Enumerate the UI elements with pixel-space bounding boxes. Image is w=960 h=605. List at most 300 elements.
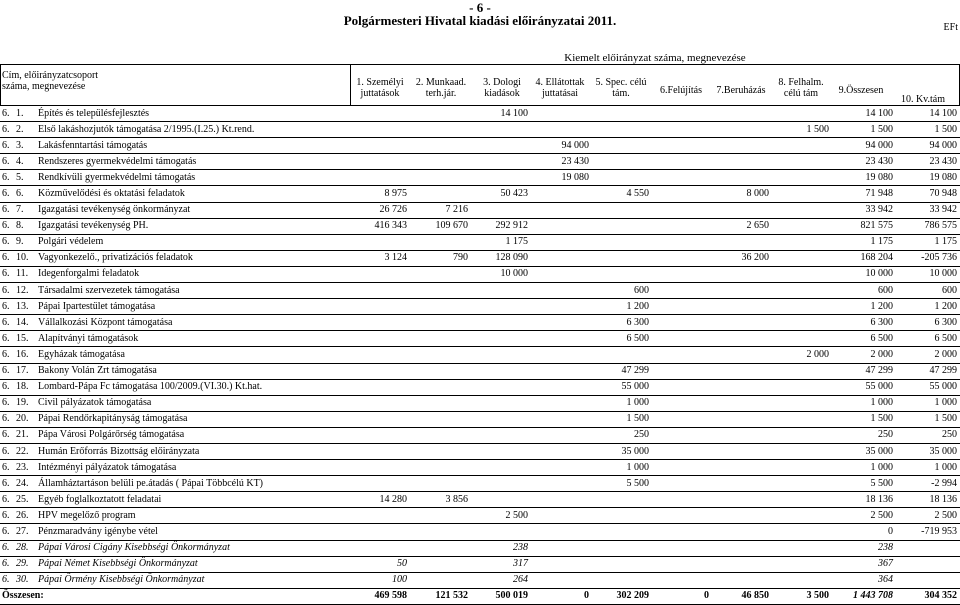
table-row bbox=[0, 234, 960, 250]
row-name: Idegenforgalmi feladatok bbox=[36, 266, 350, 282]
group-number: 25. bbox=[16, 492, 36, 508]
cell-col-7 bbox=[712, 556, 772, 572]
row-name: Társadalmi szervezetek támogatása bbox=[36, 283, 350, 299]
cell-col-9: 5 500 bbox=[832, 476, 896, 492]
cell-col-1 bbox=[350, 540, 410, 556]
group-number: 10. bbox=[16, 250, 36, 266]
table-row bbox=[0, 572, 960, 588]
cell-col-1: 3 124 bbox=[350, 250, 410, 266]
cell-col-4 bbox=[531, 443, 592, 459]
cell-col-9: 2 500 bbox=[832, 508, 896, 524]
cell-col-8 bbox=[772, 411, 832, 427]
cell-col-6 bbox=[652, 395, 712, 411]
cell-col-5: 4 550 bbox=[592, 186, 652, 202]
cell-col-3 bbox=[471, 331, 531, 347]
row-name: Rendkívüli gyermekvédelmi támogatás bbox=[36, 170, 350, 186]
row-name: Intézményi pályázatok támogatása bbox=[36, 460, 350, 476]
cell-col-10: 1 000 bbox=[896, 395, 960, 411]
cell-col-8 bbox=[772, 250, 832, 266]
cell-col-6 bbox=[652, 427, 712, 443]
cell-col-10: 2 000 bbox=[896, 347, 960, 363]
cell-col-7 bbox=[712, 395, 772, 411]
cell-col-9: 19 080 bbox=[832, 170, 896, 186]
group-number: 4. bbox=[16, 154, 36, 170]
table-row bbox=[0, 170, 960, 186]
cell-col-1 bbox=[350, 170, 410, 186]
group-number: 24. bbox=[16, 476, 36, 492]
header-col-9: 9.Összesen bbox=[838, 85, 884, 96]
row-name: Építés és településfejlesztés bbox=[36, 106, 350, 122]
title-number: 6. bbox=[0, 186, 16, 202]
cell-col-3 bbox=[471, 476, 531, 492]
cell-col-8 bbox=[772, 106, 832, 122]
title-number: 6. bbox=[0, 492, 16, 508]
total-col-8: 3 500 bbox=[772, 588, 832, 604]
cell-col-7: 36 200 bbox=[712, 250, 772, 266]
cell-col-9: 33 942 bbox=[832, 202, 896, 218]
cell-col-7 bbox=[712, 363, 772, 379]
row-name: Bakony Volán Zrt támogatása bbox=[36, 363, 350, 379]
row-name: Humán Erőforrás Bizottság előirányzata bbox=[36, 443, 350, 459]
cell-col-10: 1 500 bbox=[896, 122, 960, 138]
table-row bbox=[0, 492, 960, 508]
cell-col-7 bbox=[712, 234, 772, 250]
cell-col-6 bbox=[652, 524, 712, 540]
cell-col-5 bbox=[592, 218, 652, 234]
row-name: Pápai Városi Cigány Kisebbségi Önkormányzat bbox=[36, 540, 350, 556]
cell-col-2 bbox=[410, 379, 471, 395]
cell-col-3: 292 912 bbox=[471, 218, 531, 234]
cell-col-7: 8 000 bbox=[712, 186, 772, 202]
cell-col-7 bbox=[712, 170, 772, 186]
cell-col-10: 786 575 bbox=[896, 218, 960, 234]
cell-col-1 bbox=[350, 443, 410, 459]
cell-col-9: 6 300 bbox=[832, 315, 896, 331]
cell-col-5: 35 000 bbox=[592, 443, 652, 459]
group-number: 13. bbox=[16, 299, 36, 315]
cell-col-2 bbox=[410, 266, 471, 282]
row-name: Pápai Örmény Kisebbségi Önkormányzat bbox=[36, 572, 350, 588]
row-name: Pápai Rendőrkapitányság támogatása bbox=[36, 411, 350, 427]
cell-col-2: 3 856 bbox=[410, 492, 471, 508]
cell-col-9: 1 175 bbox=[832, 234, 896, 250]
cell-col-7 bbox=[712, 299, 772, 315]
cell-col-3 bbox=[471, 138, 531, 154]
cell-col-9: 23 430 bbox=[832, 154, 896, 170]
table-row bbox=[0, 138, 960, 154]
header-col-5: 5. Spec. célú tám. bbox=[595, 77, 647, 99]
cell-col-5: 1 000 bbox=[592, 460, 652, 476]
cell-col-3: 14 100 bbox=[471, 106, 531, 122]
cell-col-5 bbox=[592, 347, 652, 363]
cell-col-8: 1 500 bbox=[772, 122, 832, 138]
cell-col-9: 1 500 bbox=[832, 122, 896, 138]
cell-col-4 bbox=[531, 218, 592, 234]
cell-col-6 bbox=[652, 331, 712, 347]
cell-col-9: 6 500 bbox=[832, 331, 896, 347]
total-col-2: 121 532 bbox=[410, 588, 471, 604]
title-number: 6. bbox=[0, 122, 16, 138]
cell-col-10: 10 000 bbox=[896, 266, 960, 282]
cell-col-10: 6 500 bbox=[896, 331, 960, 347]
cell-col-2 bbox=[410, 476, 471, 492]
cell-col-3 bbox=[471, 347, 531, 363]
cell-col-7 bbox=[712, 347, 772, 363]
cell-col-4 bbox=[531, 299, 592, 315]
cell-col-2 bbox=[410, 395, 471, 411]
cell-col-1 bbox=[350, 395, 410, 411]
cell-col-8 bbox=[772, 540, 832, 556]
total-col-9: 1 443 708 bbox=[832, 588, 896, 604]
table-row bbox=[0, 508, 960, 524]
total-col-4: 0 bbox=[531, 588, 592, 604]
cell-col-1: 14 280 bbox=[350, 492, 410, 508]
row-name: Pápai Ipartestület támogatása bbox=[36, 299, 350, 315]
cell-col-8 bbox=[772, 331, 832, 347]
header-top-rule bbox=[0, 64, 960, 65]
title-number: 6. bbox=[0, 106, 16, 122]
row-name: Egyéb foglalkoztatott feladatai bbox=[36, 492, 350, 508]
group-number: 26. bbox=[16, 508, 36, 524]
table-row bbox=[0, 266, 960, 282]
cell-col-10: 1 500 bbox=[896, 411, 960, 427]
table-row bbox=[0, 379, 960, 395]
cell-col-6 bbox=[652, 476, 712, 492]
cell-col-6 bbox=[652, 106, 712, 122]
cell-col-8 bbox=[772, 363, 832, 379]
cell-col-2 bbox=[410, 138, 471, 154]
header-col-8: 8. Felhalm. célú tám bbox=[778, 77, 824, 99]
cell-col-7: 2 650 bbox=[712, 218, 772, 234]
cell-col-6 bbox=[652, 492, 712, 508]
cell-col-3: 238 bbox=[471, 540, 531, 556]
header-col-10: 10. Kv.tám bbox=[900, 94, 946, 105]
title-number: 6. bbox=[0, 266, 16, 282]
cell-col-3 bbox=[471, 492, 531, 508]
cell-col-5: 47 299 bbox=[592, 363, 652, 379]
cell-col-1 bbox=[350, 234, 410, 250]
cell-col-7 bbox=[712, 122, 772, 138]
cell-col-8 bbox=[772, 476, 832, 492]
cell-col-3 bbox=[471, 379, 531, 395]
table-row bbox=[0, 556, 960, 572]
cell-col-7 bbox=[712, 427, 772, 443]
group-number: 7. bbox=[16, 202, 36, 218]
group-number: 3. bbox=[16, 138, 36, 154]
table-row bbox=[0, 186, 960, 202]
cell-col-7 bbox=[712, 331, 772, 347]
unit-label: EFt bbox=[943, 22, 958, 33]
title-number: 6. bbox=[0, 315, 16, 331]
title-number: 6. bbox=[0, 234, 16, 250]
title-number: 6. bbox=[0, 460, 16, 476]
cell-col-8 bbox=[772, 395, 832, 411]
cell-col-5 bbox=[592, 556, 652, 572]
cell-col-1 bbox=[350, 299, 410, 315]
cell-col-6 bbox=[652, 250, 712, 266]
cell-col-5 bbox=[592, 524, 652, 540]
row-name: Lakásfenntartási támogatás bbox=[36, 138, 350, 154]
cell-col-1 bbox=[350, 122, 410, 138]
cell-col-7 bbox=[712, 460, 772, 476]
row-name: Vagyonkezelő., privatizációs feladatok bbox=[36, 250, 350, 266]
cell-col-5: 55 000 bbox=[592, 379, 652, 395]
cell-col-10: -2 994 bbox=[896, 476, 960, 492]
cell-col-6 bbox=[652, 540, 712, 556]
cell-col-8 bbox=[772, 266, 832, 282]
cell-col-9: 238 bbox=[832, 540, 896, 556]
cell-col-10: 33 942 bbox=[896, 202, 960, 218]
title-number: 6. bbox=[0, 202, 16, 218]
row-name: Igazgatási tevékenység önkormányzat bbox=[36, 202, 350, 218]
cell-col-5 bbox=[592, 250, 652, 266]
cell-col-2 bbox=[410, 508, 471, 524]
cell-col-9: 821 575 bbox=[832, 218, 896, 234]
cell-col-4 bbox=[531, 395, 592, 411]
cell-col-10: 23 430 bbox=[896, 154, 960, 170]
row-name: Civil pályázatok támogatása bbox=[36, 395, 350, 411]
table-row bbox=[0, 363, 960, 379]
group-number: 23. bbox=[16, 460, 36, 476]
cell-col-5: 1 000 bbox=[592, 395, 652, 411]
cell-col-8 bbox=[772, 508, 832, 524]
cell-col-2 bbox=[410, 299, 471, 315]
header-group-rule bbox=[350, 64, 351, 105]
cell-col-3: 317 bbox=[471, 556, 531, 572]
row-name: HPV megelőző program bbox=[36, 508, 350, 524]
cell-col-6 bbox=[652, 572, 712, 588]
cell-col-1 bbox=[350, 154, 410, 170]
row-name: Vállalkozási Központ támogatása bbox=[36, 315, 350, 331]
cell-col-5 bbox=[592, 170, 652, 186]
cell-col-2: 790 bbox=[410, 250, 471, 266]
table-row bbox=[0, 427, 960, 443]
row-name: Alapítványi támogatások bbox=[36, 331, 350, 347]
cell-col-5 bbox=[592, 492, 652, 508]
cell-col-1: 100 bbox=[350, 572, 410, 588]
cell-col-7 bbox=[712, 379, 772, 395]
title-number: 6. bbox=[0, 250, 16, 266]
cell-col-7 bbox=[712, 106, 772, 122]
cell-col-4: 94 000 bbox=[531, 138, 592, 154]
cell-col-9: 35 000 bbox=[832, 443, 896, 459]
cell-col-3: 128 090 bbox=[471, 250, 531, 266]
table-row bbox=[0, 154, 960, 170]
cell-col-8 bbox=[772, 492, 832, 508]
document-title: Polgármesteri Hivatal kiadási előirányzatai 2011. bbox=[343, 13, 617, 28]
row-name: Pápa Városi Polgárőrség támogatása bbox=[36, 427, 350, 443]
cell-col-9: 47 299 bbox=[832, 363, 896, 379]
cell-col-5 bbox=[592, 572, 652, 588]
cell-col-2: 109 670 bbox=[410, 218, 471, 234]
cell-col-4: 23 430 bbox=[531, 154, 592, 170]
cell-col-8 bbox=[772, 138, 832, 154]
cell-col-10: 19 080 bbox=[896, 170, 960, 186]
cell-col-4 bbox=[531, 186, 592, 202]
group-number: 5. bbox=[16, 170, 36, 186]
cell-col-5 bbox=[592, 122, 652, 138]
title-number: 6. bbox=[0, 331, 16, 347]
cell-col-2 bbox=[410, 315, 471, 331]
cell-col-9: 71 948 bbox=[832, 186, 896, 202]
group-number: 11. bbox=[16, 266, 36, 282]
cell-col-9: 18 136 bbox=[832, 492, 896, 508]
cell-col-4 bbox=[531, 283, 592, 299]
table-row bbox=[0, 395, 960, 411]
cell-col-4 bbox=[531, 492, 592, 508]
table-row bbox=[0, 331, 960, 347]
cell-col-5 bbox=[592, 266, 652, 282]
cell-col-8 bbox=[772, 283, 832, 299]
cell-col-7 bbox=[712, 283, 772, 299]
title-number: 6. bbox=[0, 524, 16, 540]
row-name: Közművelődési és oktatási feladatok bbox=[36, 186, 350, 202]
title-number: 6. bbox=[0, 556, 16, 572]
cell-col-5 bbox=[592, 154, 652, 170]
title-number: 6. bbox=[0, 363, 16, 379]
cell-col-6 bbox=[652, 122, 712, 138]
appropriations-table bbox=[0, 105, 960, 605]
total-col-1: 469 598 bbox=[350, 588, 410, 604]
cell-col-8 bbox=[772, 218, 832, 234]
cell-col-3 bbox=[471, 154, 531, 170]
cell-col-1 bbox=[350, 331, 410, 347]
cell-col-4 bbox=[531, 411, 592, 427]
cell-col-8 bbox=[772, 154, 832, 170]
cell-col-1 bbox=[350, 283, 410, 299]
cell-col-10 bbox=[896, 540, 960, 556]
cell-col-4 bbox=[531, 460, 592, 476]
title-number: 6. bbox=[0, 540, 16, 556]
group-number: 16. bbox=[16, 347, 36, 363]
cell-col-7 bbox=[712, 266, 772, 282]
title-number: 6. bbox=[0, 299, 16, 315]
group-number: 12. bbox=[16, 283, 36, 299]
header-col-2: 2. Munkaad. terh.jár. bbox=[415, 77, 467, 99]
total-col-3: 500 019 bbox=[471, 588, 531, 604]
cell-col-4 bbox=[531, 363, 592, 379]
cell-col-9: 14 100 bbox=[832, 106, 896, 122]
cell-col-2 bbox=[410, 283, 471, 299]
cell-col-10: 18 136 bbox=[896, 492, 960, 508]
title-number: 6. bbox=[0, 347, 16, 363]
table-row bbox=[0, 411, 960, 427]
group-number: 8. bbox=[16, 218, 36, 234]
title-number: 6. bbox=[0, 170, 16, 186]
cell-col-10: 1 000 bbox=[896, 460, 960, 476]
title-number: 6. bbox=[0, 411, 16, 427]
cell-col-1 bbox=[350, 266, 410, 282]
group-number: 29. bbox=[16, 556, 36, 572]
cell-col-5: 5 500 bbox=[592, 476, 652, 492]
group-number: 27. bbox=[16, 524, 36, 540]
cell-col-5: 1 500 bbox=[592, 411, 652, 427]
cell-col-10: 35 000 bbox=[896, 443, 960, 459]
cell-col-3 bbox=[471, 427, 531, 443]
cell-col-4 bbox=[531, 508, 592, 524]
cell-col-4 bbox=[531, 122, 592, 138]
cell-col-6 bbox=[652, 186, 712, 202]
cell-col-2 bbox=[410, 443, 471, 459]
cell-col-9: 1 000 bbox=[832, 460, 896, 476]
cell-col-7 bbox=[712, 443, 772, 459]
cell-col-2 bbox=[410, 347, 471, 363]
title-number: 6. bbox=[0, 138, 16, 154]
cell-col-8 bbox=[772, 427, 832, 443]
title-number: 6. bbox=[0, 572, 16, 588]
cell-col-9: 367 bbox=[832, 556, 896, 572]
cell-col-5 bbox=[592, 202, 652, 218]
group-number: 9. bbox=[16, 234, 36, 250]
cell-col-4 bbox=[531, 556, 592, 572]
group-number: 15. bbox=[16, 331, 36, 347]
cell-col-6 bbox=[652, 283, 712, 299]
cell-col-4 bbox=[531, 266, 592, 282]
cell-col-3: 1 175 bbox=[471, 234, 531, 250]
cell-col-8 bbox=[772, 234, 832, 250]
title-number: 6. bbox=[0, 476, 16, 492]
title-number: 6. bbox=[0, 508, 16, 524]
cell-col-9: 2 000 bbox=[832, 347, 896, 363]
header-left-border bbox=[0, 64, 1, 105]
cell-col-3 bbox=[471, 460, 531, 476]
cell-col-1 bbox=[350, 138, 410, 154]
cell-col-9: 10 000 bbox=[832, 266, 896, 282]
cell-col-10: -205 736 bbox=[896, 250, 960, 266]
cell-col-10 bbox=[896, 572, 960, 588]
cell-col-10: 14 100 bbox=[896, 106, 960, 122]
cell-col-4 bbox=[531, 427, 592, 443]
cell-col-1 bbox=[350, 524, 410, 540]
table-row bbox=[0, 202, 960, 218]
total-col-6: 0 bbox=[652, 588, 712, 604]
cell-col-8 bbox=[772, 170, 832, 186]
cell-col-3: 10 000 bbox=[471, 266, 531, 282]
cell-col-6 bbox=[652, 234, 712, 250]
cell-col-6 bbox=[652, 202, 712, 218]
row-name: Lombard-Pápa Fc támogatása 100/2009.(VI.30.) Kt.hat. bbox=[36, 379, 350, 395]
cell-col-2 bbox=[410, 556, 471, 572]
cell-col-3 bbox=[471, 363, 531, 379]
cell-col-8 bbox=[772, 572, 832, 588]
group-number: 22. bbox=[16, 443, 36, 459]
cell-col-6 bbox=[652, 138, 712, 154]
cell-col-1 bbox=[350, 508, 410, 524]
group-number: 20. bbox=[16, 411, 36, 427]
cell-col-1 bbox=[350, 106, 410, 122]
cell-col-6 bbox=[652, 266, 712, 282]
cell-col-6 bbox=[652, 154, 712, 170]
group-number: 17. bbox=[16, 363, 36, 379]
cell-col-3 bbox=[471, 524, 531, 540]
cell-col-1 bbox=[350, 363, 410, 379]
cell-col-5 bbox=[592, 234, 652, 250]
cell-col-8 bbox=[772, 443, 832, 459]
cell-col-4 bbox=[531, 524, 592, 540]
cell-col-10: 1 200 bbox=[896, 299, 960, 315]
table-row bbox=[0, 218, 960, 234]
cell-col-2 bbox=[410, 186, 471, 202]
cell-col-8: 2 000 bbox=[772, 347, 832, 363]
cell-col-9: 364 bbox=[832, 572, 896, 588]
cell-col-4 bbox=[531, 331, 592, 347]
group-number: 6. bbox=[16, 186, 36, 202]
cell-col-1: 26 726 bbox=[350, 202, 410, 218]
cell-col-5: 600 bbox=[592, 283, 652, 299]
cell-col-9: 168 204 bbox=[832, 250, 896, 266]
cell-col-3: 2 500 bbox=[471, 508, 531, 524]
cell-col-1: 416 343 bbox=[350, 218, 410, 234]
